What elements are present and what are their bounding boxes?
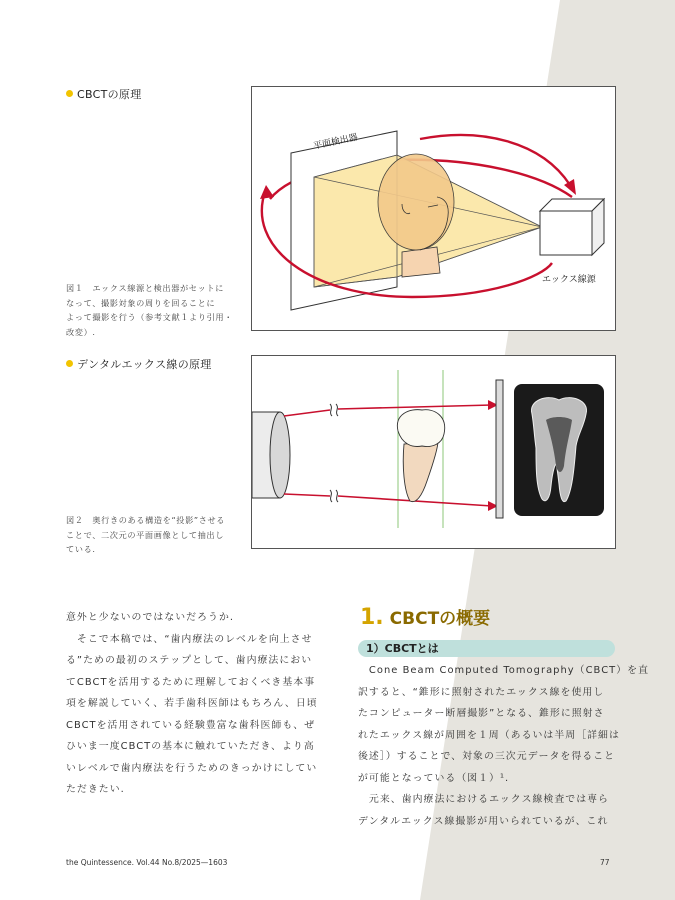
text-line: 訳すると、“錐形に照射されたエックス線を使用し — [358, 686, 605, 698]
source-label: エックス線源 — [542, 275, 596, 285]
subsection-heading: 1）CBCTとは — [358, 640, 615, 657]
xray-source-cube — [540, 199, 604, 255]
caption-line: 改変）. — [66, 326, 96, 337]
text-line: が可能となっている（図１）¹. — [358, 772, 510, 784]
fig1-illustration — [251, 86, 616, 331]
text-line: る”ための最初のステップとして、歯内療法におい — [66, 655, 313, 666]
footer-journal: the Quintessence. Vol.44 No.8/2025—1603 — [66, 858, 228, 867]
sensor-plate — [496, 380, 503, 518]
text-line: てCBCTを活用するために理解しておくべき基本事 — [66, 676, 316, 688]
detector-label: 平面検出器 — [312, 132, 359, 152]
bullet-dot-icon — [66, 90, 73, 97]
section-title — [360, 604, 490, 630]
caption-line: 図２ 奥行きのある構造を“投影”させる — [66, 515, 226, 525]
section-title-text: CBCTの概要 — [389, 609, 491, 629]
text-line: 後述］）することで、対象の三次元データを得ること — [358, 751, 616, 762]
text-line: デンタルエックス線撮影が用いられているが、これ — [358, 815, 609, 827]
text-line: ただきたい. — [66, 784, 125, 795]
text-line: そこで本稿では、“歯内療法のレベルを向上させ — [66, 633, 313, 645]
text-line: 意外と少ないのではないだろうか. — [66, 612, 235, 623]
bullet-dot-icon — [66, 360, 73, 367]
page-number: 77 — [600, 858, 610, 867]
radiograph-image — [514, 384, 604, 516]
text-line: 元来、歯内療法におけるエックス線検査では専ら — [358, 794, 609, 805]
text-line: れたエックス線が周囲を１周（あるいは半周［詳細は — [358, 729, 620, 741]
fig2-illustration — [251, 355, 616, 549]
caption-line: ている. — [66, 544, 96, 554]
text-line: ひいま一度CBCTの基本に触れていただき、より高 — [66, 741, 315, 752]
fig2-caption — [66, 513, 246, 557]
caption-line: 図１ エックス線源と検出器がセットに — [66, 283, 224, 293]
text-line: 項を解説していく、若手歯科医師はもちろん、日頃 — [66, 698, 318, 709]
tooth-icon — [397, 410, 444, 502]
left-column-text — [66, 607, 318, 801]
text-line: いレベルで歯内療法を行うためのきっかけにしてい — [66, 762, 318, 774]
text-line: たコンピューター断層撮影”となる、錐形に照射さ — [358, 708, 605, 719]
arrow-head-left-icon — [260, 185, 274, 199]
caption-line: ことで、二次元の平面画像として抽出し — [66, 529, 225, 540]
text-line: CBCTを活用されている経験豊富な歯科医師も、ぜ — [66, 719, 316, 731]
xray-tube-icon — [252, 412, 290, 498]
caption-line: よって撮影を行う（参考文献１より引用・ — [66, 312, 233, 322]
right-column-text — [358, 660, 649, 832]
text-line: Cone Beam Computed Tomography（CBCT）を直 — [358, 665, 650, 676]
section-number: 1. — [360, 605, 384, 630]
caption-line: なって、撮影対象の周りを回ることに — [66, 297, 216, 308]
fig1-caption — [66, 281, 246, 339]
beam-top-line — [338, 405, 492, 409]
fig2-heading: デンタルエックス線の原理 — [66, 356, 212, 372]
fig1-heading: CBCTの原理 — [66, 86, 142, 102]
